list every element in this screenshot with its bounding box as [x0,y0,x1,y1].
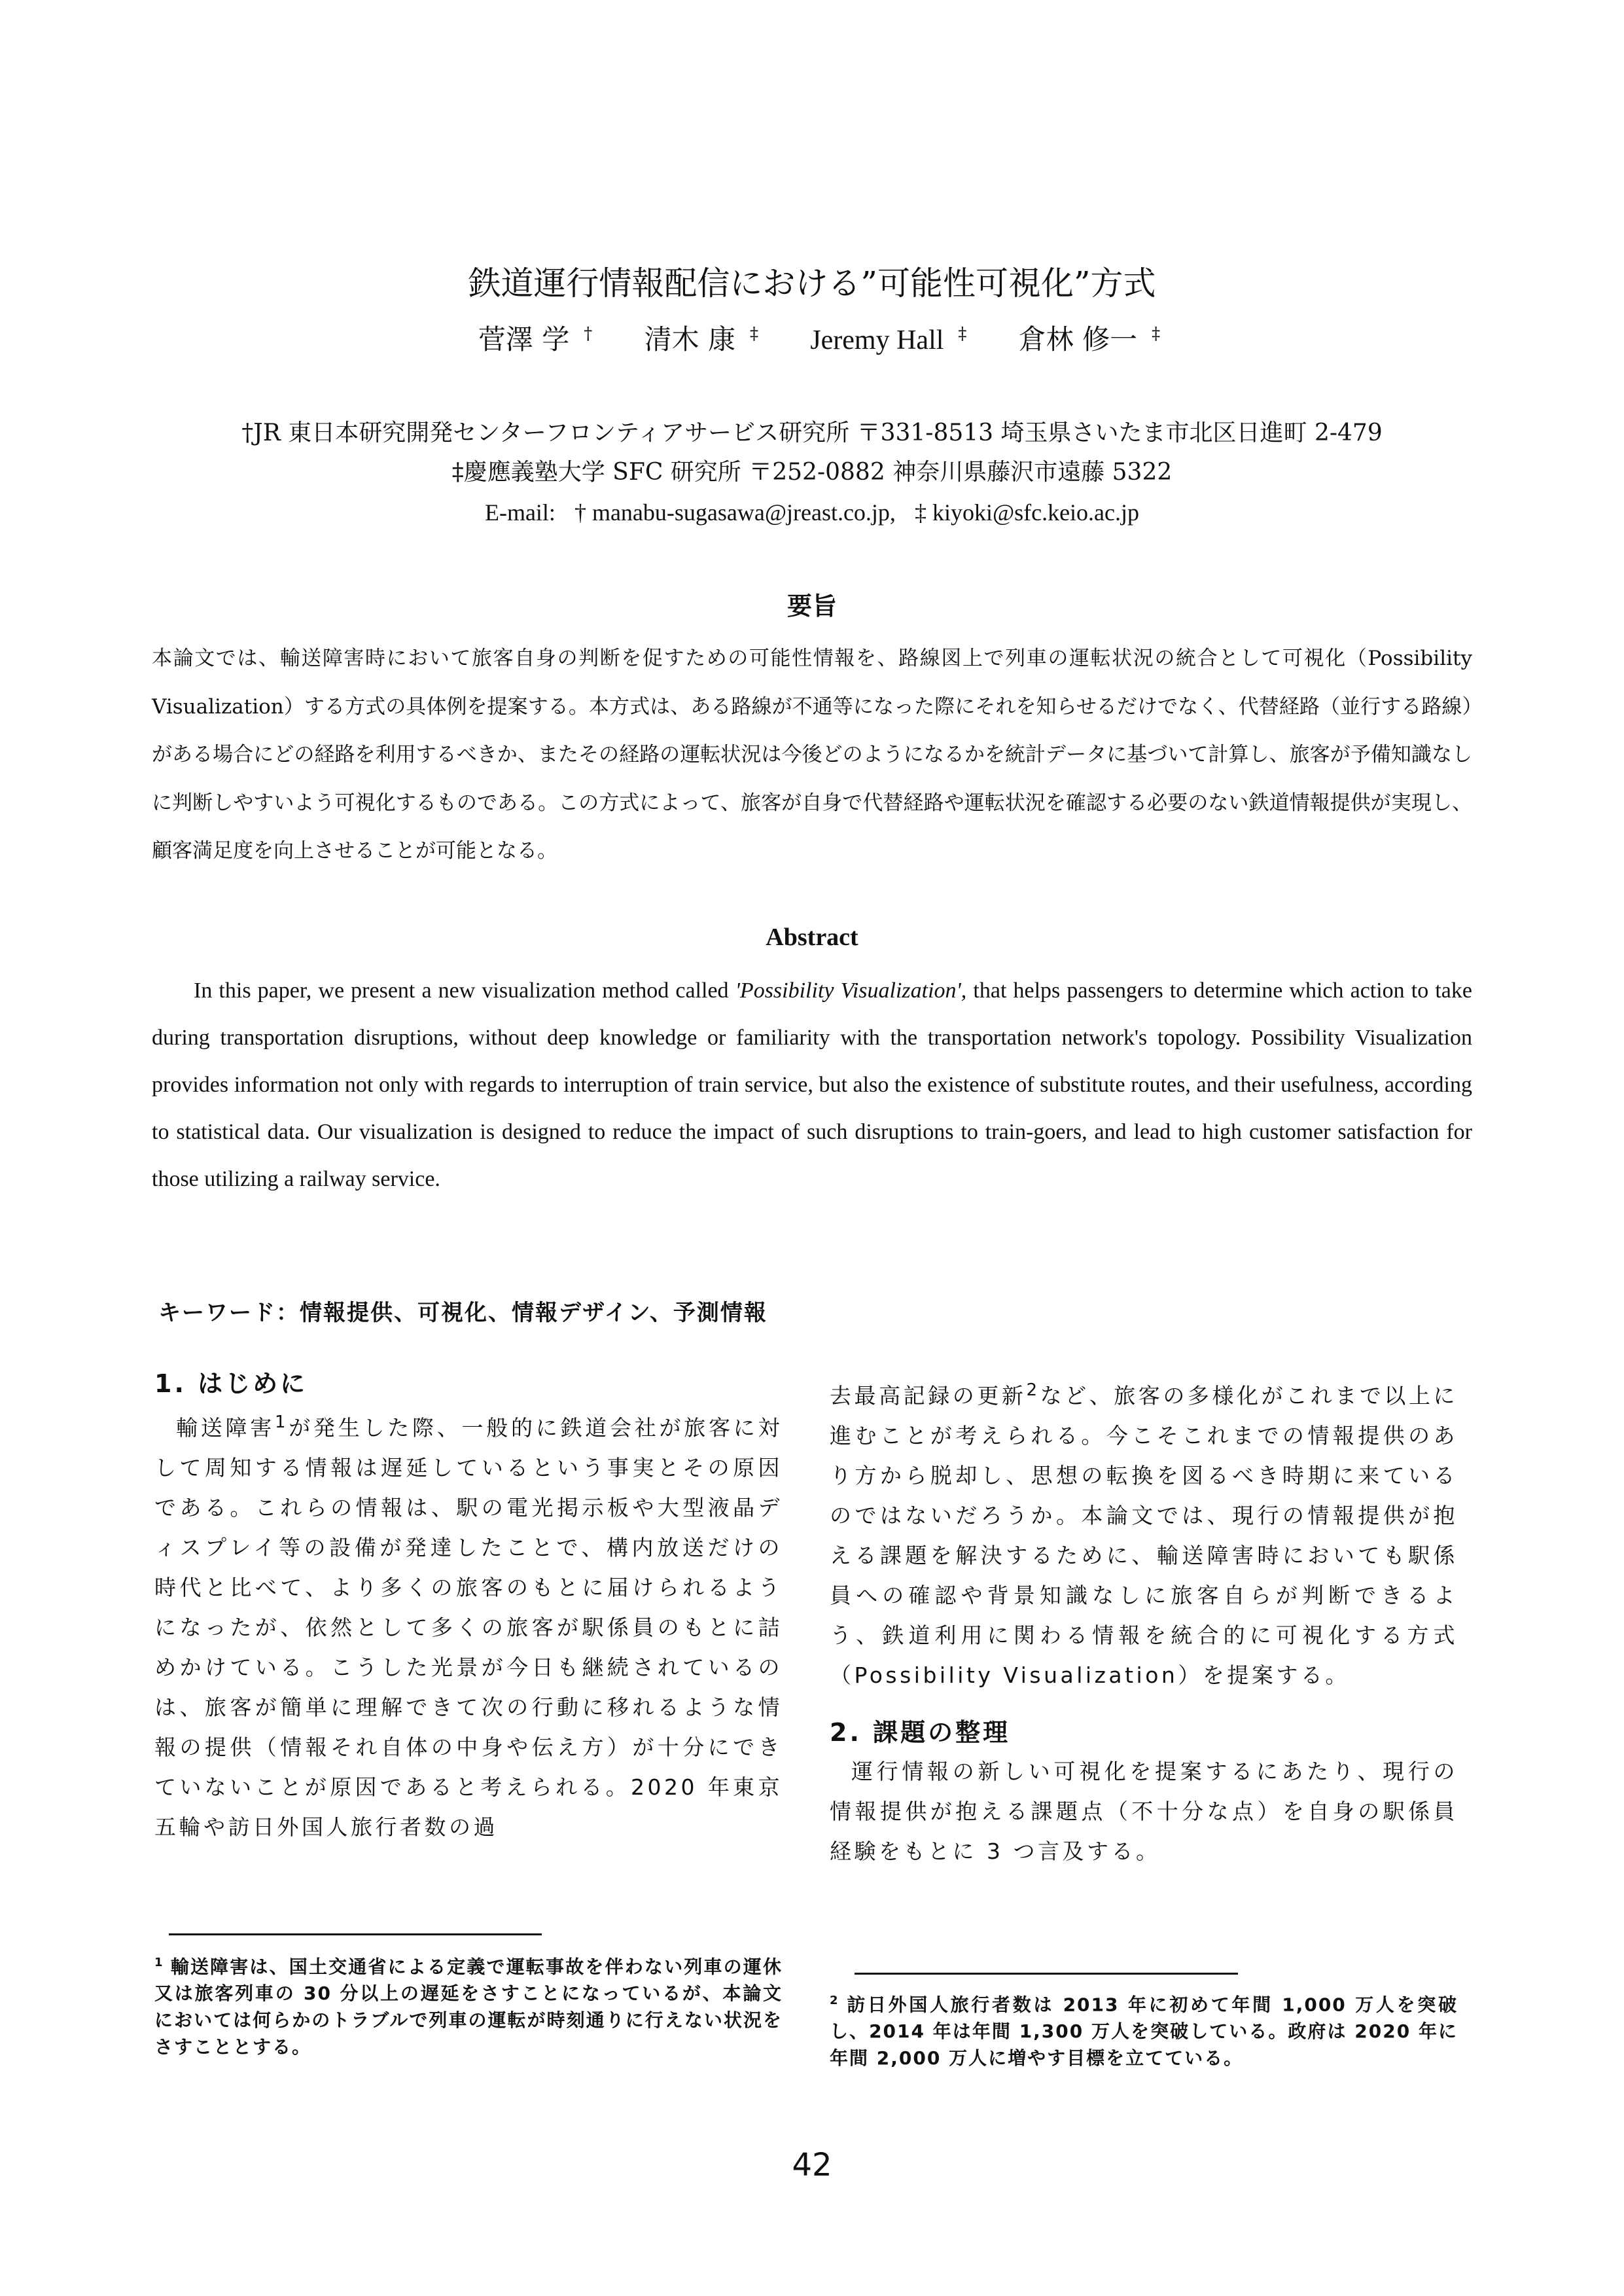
author: 倉林 修一 ‡ [1018,323,1161,355]
email-address[interactable]: † manabu-sugasawa@jreast.co.jp, [574,499,896,526]
section-heading: 1. はじめに [154,1369,308,1398]
affiliation: ‡慶應義塾大学 SFC 研究所 〒252-0882 神奈川県藤沢市遠藤 5322 [451,459,1173,486]
author: 菅澤 学 † [478,323,593,355]
email-label: E-mail: [484,499,556,526]
footnote: $^1$ 輸送障害は、国土交通省による定義で運転事故を伴わない列車の運休又は旅客列車の 30 分以上の遅延をさすことになっているが、本論文においては何らかのトラブルで列車の運転が時刻通りに行えない状況をさすこととする。 [154,1956,783,2058]
author: 清木 康 ‡ [644,323,758,355]
footnote-rule [855,1973,1238,1975]
footnote: $^2$ 訪日外国人旅行者数は 2013 年に初めて年間 1,000 万人を突破し、2014 年は年間 1,300 万人を突破している。政府は 2020 年に年間 2,000 万人に増やす目標を立てている。 [830,1994,1458,2070]
en-abstract-heading: Abstract [766,924,858,951]
footnote-rule [169,1933,542,1935]
author-list [196,314,1428,360]
jp-abstract-heading: 要旨 [786,591,837,620]
en-abstract-text: In this paper, we present a new visualization method called 'Possibility Visualization', that helps passengers to determine which action to take during transportation disruptions, without deep knowledge or familiarity with the transportation network's topology. Possibility Visualization provides information not only with regards to interruption of train service, but also the existence of substitute routes, and their usefulness, according to statistical data. Our visualization is designed to reduce the impact of such disruptions to train-goers, and lead to high customer satisfaction for those utilizing a railway service. [152,978,1472,1191]
email-address[interactable]: ‡ kiyoki@sfc.keio.ac.jp [914,499,1140,526]
column-right [830,1371,1458,1871]
section-body: 運行情報の新しい可視化を提案するにあたり、現行の情報提供が抱える課題点（不十分な点）を自身の駅係員経験をもとに 3 つ言及する。 [830,1759,1458,1864]
affiliation: †JR 東日本研究開発センターフロンティアサービス研究所 〒331-8513 埼玉県さいたま市北区日進町 2-479 [241,420,1383,446]
section-body: 去最高記録の更新$^2$など、旅客の多様化がこれまで以上に進むことが考えられる。今こそこれまでの情報提供のあり方から脱却し、思想の転換を図るべき時期に来ているのではないだろうか。本論文では、現行の情報提供が抱える課題を解決するために、輸送障害時においても駅係員への確認や背景知識なしに旅客自らが判断できるよう、鉄道利用に関わる情報を統合的に可視化する方式（Possibility Visualization）を提案する。 [830,1380,1458,1688]
page-number: 42 [792,2147,832,2183]
keywords: キーワード：情報提供、可視化、情報デザイン、予測情報 [158,1300,768,1326]
author: Jeremy Hall ‡ [810,324,967,355]
section-heading: 2. 課題の整理 [830,1718,1011,1747]
section-body: 輸送障害$^1$が発生した際、一般的に鉄道会社が旅客に対して周知する情報は遅延しているという事実とその原因である。これらの情報は、駅の電光掲示板や大型液晶ディスプレイ等の設備が発達したことで、構内放送だけの時代と比べて、より多くの旅客のもとに届けられるようになったが、依然として多くの旅客が駅係員のもとに詰めかけている。こうした光景が今日も継続されているのは、旅客が簡単に理解できて次の行動に移れるような情報の提供（情報それ自体の中身や伝え方）が十分にできていないことが原因であると考えられる。2020 年東京五輪や訪日外国人旅行者数の過 [154,1412,783,1840]
jp-abstract-text: 本論文では、輸送障害時において旅客自身の判断を促すための可能性情報を、路線図上で列車の運転状況の統合として可視化（Possibility Visualization）する方式の具体例を提案する。本方式は、ある路線が不通等になった際にそれを知らせるだけでなく、代替経路（並行する路線）がある場合にどの経路を利用するべきか、またその経路の運転状況は今後どのようになるかを統計データに基づいて計算し、旅客が予備知識なしに判断しやすいよう可視化するものである。この方式によって、旅客が自身で代替経路や運転状況を確認する必要のない鉄道情報提供が実現し、顧客満足度を向上させることが可能となる。 [152,647,1472,863]
email-line [196,495,1428,530]
column-left [154,1365,783,1847]
paper-title: 鉄道運行情報配信における”可能性可視化”方式 [468,264,1156,302]
